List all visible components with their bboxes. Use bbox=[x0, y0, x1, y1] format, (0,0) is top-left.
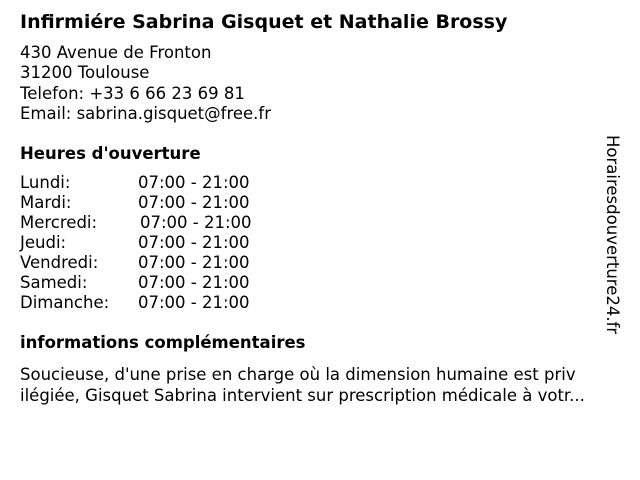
hours-day: Vendredi: bbox=[20, 253, 99, 272]
description-line: Soucieuse, d'une prise en charge où la dimension humaine est priv bbox=[20, 365, 576, 384]
additional-info-heading: informations complémentaires bbox=[20, 333, 306, 352]
description-line: ilégiée, Gisquet Sabrina intervient sur prescription médicale à votr... bbox=[20, 385, 585, 405]
hours-time: 07:00 - 21:00 bbox=[138, 253, 250, 272]
hours-day: Lundi: bbox=[20, 173, 71, 192]
additional-info-text bbox=[20, 365, 615, 406]
address-street: 430 Avenue de Fronton bbox=[20, 43, 212, 62]
hours-time: 07:00 - 21:00 bbox=[138, 233, 250, 252]
hours-day: Jeudi: bbox=[20, 233, 67, 252]
hours-day: Mardi: bbox=[20, 193, 72, 212]
hours-day: Mercredi: bbox=[20, 213, 98, 232]
contact-block bbox=[20, 43, 271, 124]
email-address: Email: sabrina.gisquet@free.fr bbox=[20, 103, 272, 123]
address-city: 31200 Toulouse bbox=[20, 63, 150, 83]
hours-time: 07:00 - 21:00 bbox=[138, 173, 250, 192]
hours-time: 07:00 - 21:00 bbox=[138, 193, 250, 212]
hours-time: 07:00 - 21:00 bbox=[138, 273, 250, 292]
hours-day: Dimanche: bbox=[20, 293, 110, 312]
hours-day: Samedi: bbox=[20, 273, 88, 292]
phone-number: Telefon: +33 6 66 23 69 81 bbox=[20, 83, 245, 103]
site-watermark: Horairesdouverture24.fr bbox=[603, 135, 622, 335]
opening-hours-heading: Heures d'ouverture bbox=[20, 144, 201, 163]
hours-time: 07:00 - 21:00 bbox=[140, 213, 252, 232]
hours-time: 07:00 - 21:00 bbox=[138, 293, 250, 312]
business-name: Infirmiére Sabrina Gisquet et Nathalie Brossy bbox=[20, 11, 508, 33]
